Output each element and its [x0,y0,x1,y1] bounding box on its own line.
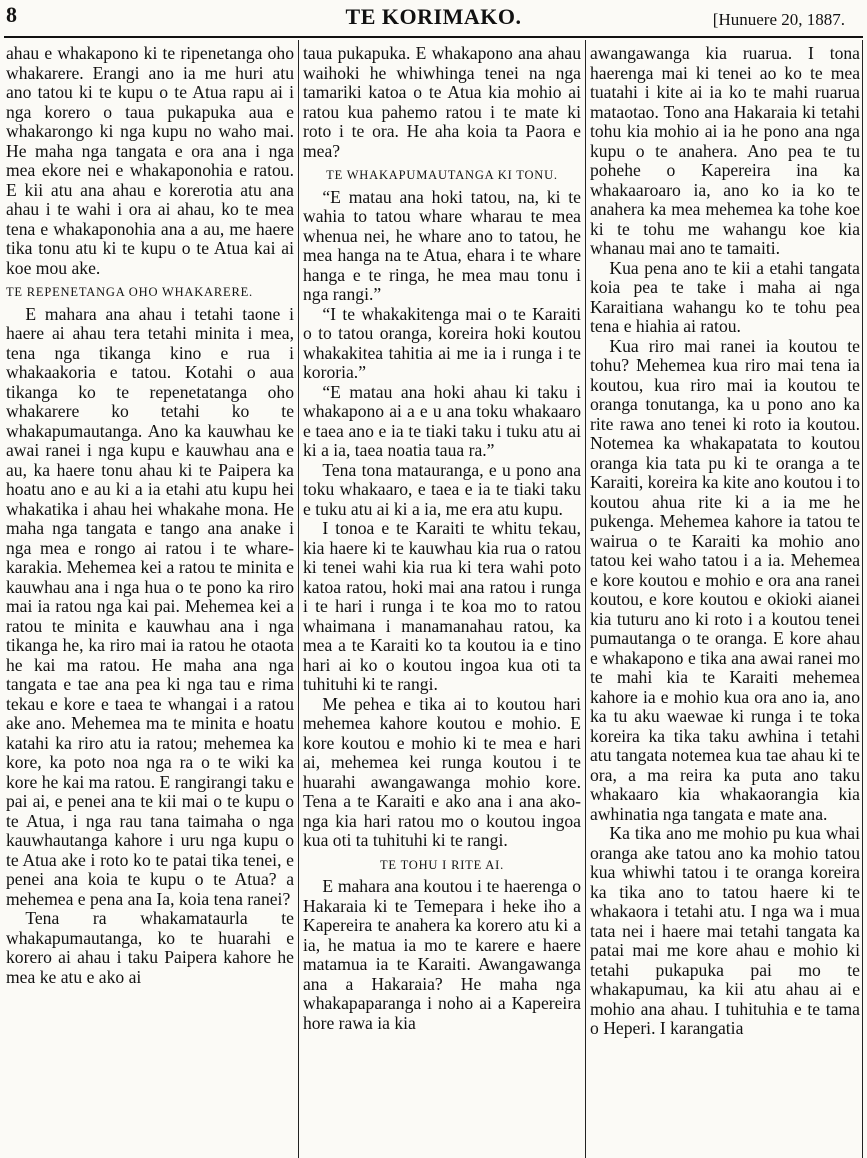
paragraph: awangawanga kia ruarua. I tona haerenga mai ki tenei ao ko te mea tuatahi i kite ai ia ko te mahi ruarua mataotao. Tono ana Hakaraia ki tetahi tohu kia mohio ai ia he pono ana nga kupu o te anahera. Ano pea te tu pohehe o Kapereira ina ka whakaaroaro ia, ano ko ia ko te anahera ka mea mehemea ka tohe koe ki te tohu me wahangu koe kia whanau mai ano te tamaiti. [590,44,860,258]
paragraph: “E matau ana hoki tatou, na, ki te wahia to tatou whare wharau te mea whenua nei, he whare ano to tatou, he mea hanga na te Atua, ehara i te whare hanga e te ringa, he mea mau tonu i nga rangi.” [303,186,581,304]
page-header [0,0,867,42]
column-1 [6,44,294,1156]
paragraph: E mahara ana koutou i te haerenga o Hakaraia ki te Temepara i heke iho a Kapereira te anahera ka korero atu ki a ia, he matua ia mo te karere e haere matamua ia te Karaiti. Awangawanga ana a Hakaraia? He maha nga whakapaparanga i noho ai a Kapereira hore rawa ia kia [303,876,581,1033]
section-heading: TE TOHU I RITE AI. [380,857,504,872]
newspaper-title: TE KORIMAKO. [345,4,522,29]
paragraph: Ka tika ano me mohio pu kua whai oranga ake tatou ano ka mohio tatou kua whiwhi tatou i te oranga koreira ka tika ano to tatou haere ki te whakaora i tetahi atu. I nga wa i mua tata nei i haere mai tetahi tangata ka patai mai me kore ahau e mohio ki tetahi pukapuka pai mo te whakapumau, ka kii atu ahau ai e mohio ana ahau. I tuhituhia e te tama o Heperi. I karangatia [590,823,860,1038]
column-divider [585,40,586,1158]
paragraph: I tonoa e te Karaiti te whitu tekau, kia haere ki te kauwhau kia rua o ratou ki tenei wahi kia rua ki tera wahi poto katoa ratou, hoki mai ana ratou i runga i te hari i runga i te koa mo to ratou whaimana i manamanahau ratou, ka mea a te Karaiti ko ta koutou ia e tino hari ai ko o koutou ingoa kua oti ta tuhituhi ki te rangi. [303,518,581,694]
column-3 [590,44,860,1156]
paragraph: Tena ra whakamataurla te whakapumautanga, ko te huarahi e korero ai ahau i taku Paipera kahore he mea ke atu e ako ai [6,908,294,987]
paragraph: taua pukapuka. E whakapono ana ahau waihoki he whiwhinga tenei na nga tamariki katoa o te Atua kia mohio ai ratou kua pahemo ratou i te mate ki roto i te ora. He aha koia ta Paora e mea? [303,44,581,161]
paragraph: Tena tona matauranga, e u pono ana toku whakaaro, e taea e ia te tiaki taku e tuku atu ai ki a ia, me era atu kupu. [303,459,581,519]
paragraph: Kua pena ano te kii a etahi tangata koia pea te take i maha ai nga Karaitiana wahangu ko te tohu pea tena e hiahia ai ratou. [590,257,860,336]
section-heading: TE REPENETANGA OHO WHAKARERE. [6,285,253,299]
header-rule [4,36,863,38]
paragraph: “E matau ana hoki ahau ki taku i whakapono ai a e u ana toku whakaaro e taea ano e ia te tiaki taku i tuku atu ai ki a ia, taea noatia taua ra.” [303,381,581,460]
column-divider [298,40,299,1158]
paragraph: ahau e whakapono ki te ripenetanga oho whakarere. Erangi ano ia me huri atu ano tatou ki te kupu o te Atua rapu ai i nga korero o taua pukapuka aua e whakarongo ki nga kupu no waho mai. He maha nga tangata e ora ana i nga mea ekore nei e whakaponohia e ratou. E kii atu ana ahau e korerotia atu ana ahau i te wahi i ora ai ahau, ko te mea tena e whakaponohia ana a au, me haere tika tonu atu ki te kupu o te Atua kai ai koe mou ake. [6,44,294,278]
paragraph: Me pehea e tika ai to koutou hari mehemea kahore koutou e mohio. E kore koutou e mohio ki te mea e hari ai, mehemea kei runga koutou i te huarahi awangawanga mohio kore. Tena a te Karaiti e ako ana i ana akonga kia hari ratou mo o koutou ingoa kua oti ta tuhituhi ki te rangi. [303,693,581,850]
column-2 [303,44,581,1156]
column-divider [862,40,863,1158]
paragraph: “I te whakakitenga mai o te Karaiti o to tatou oranga, koreira hoki koutou whakakitea tahitia ai me ia i runga i te kororia.” [303,303,581,382]
paragraph: Kua riro mai ranei ia koutou te tohu? Mehemea kua riro mai tena ia koutou, kua riro mai ia koutou te oranga tonutanga, ka u pono ano ka rite rawa ano tenei ki roto ia koutou. Notemea ka whakapatata to koutou oranga kia tata pu ki te oranga a te Karaiti, koreira ka kite ano koutou i to koutou ahua rite ki a ia me he pukenga. Mehemea kahore ia tatou te wairua o te Karaiti ka mohio ano tatou kei waho tatou i a ia. Mehemea e kore koutou e mohio e ora ana ranei koutou, e kore koutou e okioki aianei kia tuturu ano ki roto i a koutou tenei pumautanga o te oranga. E kore ahau e whakapono e tika ana awai ranei mo te mahi kia te Karaiti mehemea kahore ia e mohio kua ora ano ia, ano ka tu aku waewae ki runga i te toka koreira ka tika taku awhina i tetahi atu tangata notemea kua tae ahau ki te ora, a ma reira ka puta ano taku whakaaro kia whakaorangia kia awhinatia nga tangata e mate ana. [590,335,860,824]
issue-date: [Hunuere 20, 1887. [712,10,845,29]
page-number: 8 [6,2,17,27]
section-heading: TE WHAKAPUMAUTANGA KI TONU. [326,168,558,182]
paragraph: E mahara ana ahau i tetahi taone i haere ai ahau tera tetahi minita i mea, tena nga tikanga kino e rua i whakaakoria e tatou. Kotahi o aua tikanga ko te repenetatanga oho whakarere ko tetahi ko te whakapumautanga. Ano ka kauwhau ke awai ranei i nga kupu e kauwhau ana e au, ka haere tonu ahau ki te Paipera ka hoatu ano e au ki a ia etahi atu kupu hei whakatika i ahau hei whakahe mona. He maha nga tangata e tango ana anake i nga mea e rongo ai ratou i te whare-karakia. Mehemea kei a ratou te minita e kauwhau ana i nga hua o te pono ka riro mai ia ratou nga kai pai. Mehemea kei a ratou te minita e kauwhau ana i nga tikanga he, ka riro mai ia ratou he otaota he kai ma ratou. He maha ana nga tangata e tae ana pea ki nga tau e rima tekau e kore e taea te whangai i a ratou ake ano. Mehemea ma te minita e hoatu katahi ka riro atu ia ratou; mehemea ka kore, ka poto noa nga ra o te wiki ka kore he kai ma ratou. E rangirangi taku e pai ai, e penei ana te kii mai o te kupu o te Atua, i nga rau tana taimaha o nga kauwhautanga kahore i uru nga kupu o te Atua ake i roto ko te patai tika tenei, e penei ana koia te kupu o te Atua? a mehemea e pena ana Ia, koia tena ranei? [6,303,294,909]
